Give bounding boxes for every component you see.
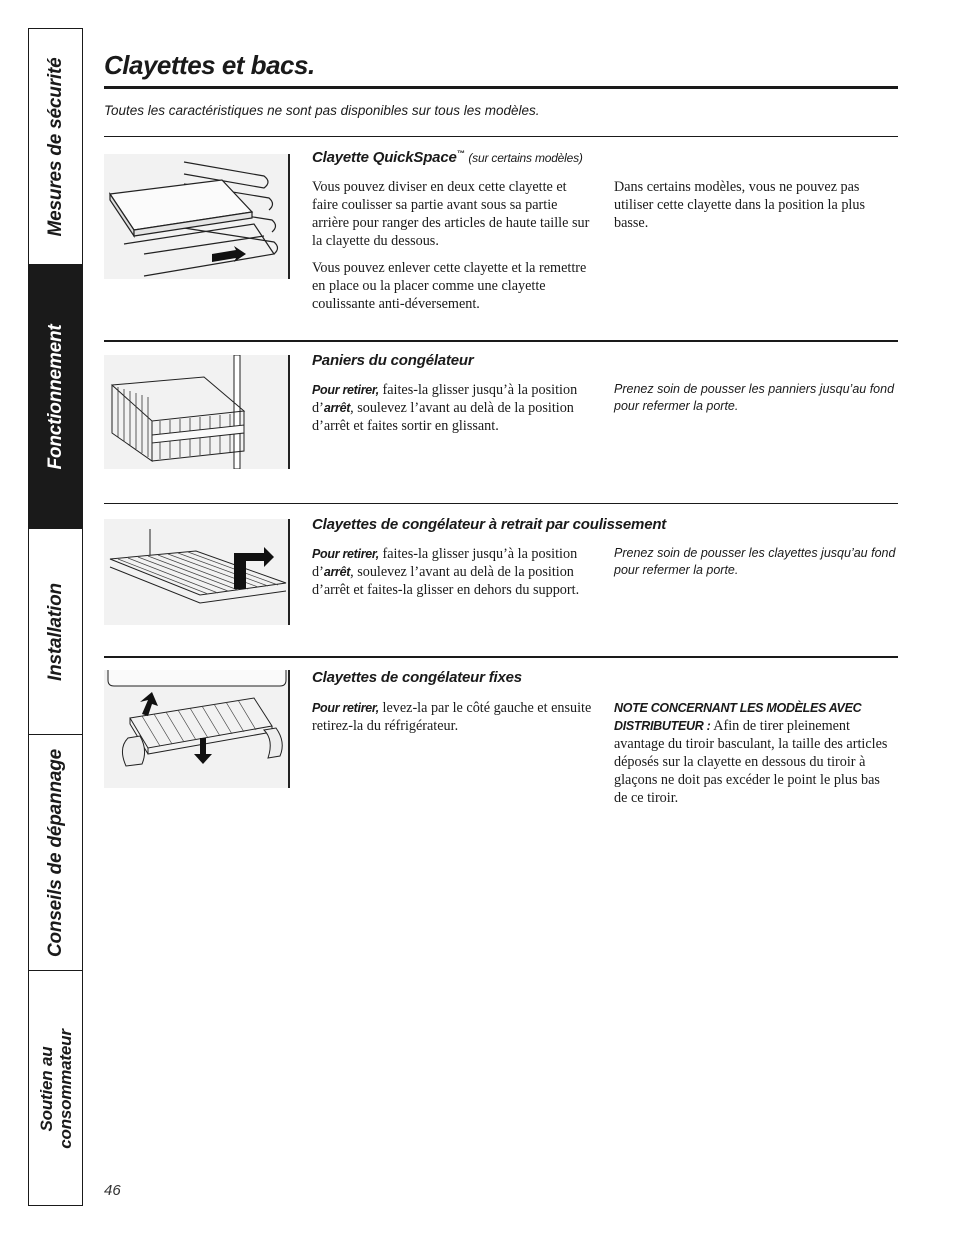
tab-fonctionnement[interactable] bbox=[29, 265, 82, 529]
quickspace-shelf-drawing bbox=[104, 154, 290, 279]
quickspace-right-text: Dans certains modèles, vous ne pouvez pas utiliser cette clayette dans la position la plus basse. bbox=[614, 179, 865, 231]
quickspace-subtitle: (sur certains modèles) bbox=[468, 151, 583, 165]
retrait-text-a: faites-la glisser jusqu’à la position d’ bbox=[312, 546, 578, 580]
retrait-lead: Pour retirer, bbox=[312, 547, 379, 561]
title-rule bbox=[104, 86, 898, 89]
retrait-heading: Clayettes de congélateur à retrait par coulissement bbox=[312, 516, 667, 533]
divider bbox=[104, 340, 898, 342]
fixes-note-lead: NOTE CONCERNANT LES MODÈLES AVEC DISTRIBUTEUR : bbox=[614, 701, 862, 733]
tab-label: Fonctionnement bbox=[44, 324, 66, 469]
retrait-instructions bbox=[312, 545, 592, 599]
fixes-note-text: Afin de tirer pleinement avantage du tiroir basculant, la taille des articles déposés sur la clayette en dessous du tiroir à glaçons ne doit pas excéder le point le plus bas de ce tiroir. bbox=[614, 718, 888, 806]
quickspace-heading bbox=[312, 149, 583, 166]
quickspace-shelf-illustration bbox=[104, 154, 290, 279]
fixes-note bbox=[614, 699, 896, 807]
fixes-heading: Clayettes de congélateur fixes bbox=[312, 669, 522, 686]
freezer-basket-illustration bbox=[104, 355, 290, 469]
quickspace-paragraph-1: Vous pouvez diviser en deux cette clayette et faire coulisser sa partie avant sous sa partie arrière pour ranger des articles de haute taille sur la clayette du dessous. bbox=[312, 179, 590, 249]
section-tabs bbox=[28, 28, 83, 1206]
fixes-right-column bbox=[614, 699, 896, 816]
paniers-right-note: Prenez soin de pousser les panniers jusqu’au fond pour refermer la porte. bbox=[614, 382, 895, 413]
paniers-text-a: faites-la glisser jusqu’à la position d’ bbox=[312, 382, 578, 416]
quickspace-title: Clayette QuickSpace bbox=[312, 149, 457, 166]
divider bbox=[104, 503, 898, 504]
tab-mesures-de-securite[interactable] bbox=[29, 29, 82, 265]
retrait-left-column bbox=[312, 545, 592, 608]
tab-conseils-de-depannage[interactable] bbox=[29, 735, 82, 971]
fixes-instructions bbox=[312, 699, 592, 735]
fixes-lead: Pour retirer, bbox=[312, 701, 379, 715]
quickspace-paragraph-2: Vous pouvez enlever cette clayette et la remettre en place ou la placer comme une clayette coulissante anti-déversement. bbox=[312, 260, 587, 312]
quickspace-right-column bbox=[614, 178, 896, 241]
fixed-shelf-drawing bbox=[104, 670, 290, 788]
paniers-lead: Pour retirer, bbox=[312, 383, 379, 397]
slide-out-shelf-illustration bbox=[104, 519, 290, 625]
paniers-text-b: , soulevez l’avant au delà de la position d’arrêt et faites sortir en glissant. bbox=[312, 400, 574, 434]
retrait-text-b: , soulevez l’avant au delà de la position d’arrêt et faites-la glisser en dehors du support. bbox=[312, 564, 580, 598]
tab-installation[interactable] bbox=[29, 529, 82, 735]
intro-text: Toutes les caractéristiques ne sont pas disponibles sur tous les modèles. bbox=[104, 103, 540, 118]
page-title: Clayettes et bacs. bbox=[104, 50, 315, 80]
slide-out-shelf-drawing bbox=[104, 519, 290, 625]
freezer-basket-drawing bbox=[104, 355, 290, 469]
paniers-left-column bbox=[312, 381, 592, 444]
fixed-shelf-illustration bbox=[104, 670, 290, 788]
retrait-right-note: Prenez soin de pousser les clayettes jusqu’au fond pour refermer la porte. bbox=[614, 546, 896, 577]
trademark-symbol: ™ bbox=[456, 149, 465, 158]
paniers-stop-word: arrêt bbox=[323, 401, 351, 415]
tab-soutien-au-consommateur[interactable] bbox=[29, 971, 82, 1207]
quickspace-left-column bbox=[312, 178, 592, 322]
tab-label: Conseils de dépannage bbox=[44, 748, 66, 957]
retrait-stop-word: arrêt bbox=[323, 565, 351, 579]
tab-label: Soutien au consommateur bbox=[36, 1029, 75, 1149]
divider bbox=[104, 136, 898, 137]
fixes-left-column bbox=[312, 699, 592, 744]
divider bbox=[104, 656, 898, 658]
fixes-text: levez-la par le côté gauche et ensuite retirez-la du réfrigérateur. bbox=[312, 700, 592, 734]
page-number: 46 bbox=[104, 1182, 121, 1199]
paniers-instructions bbox=[312, 381, 592, 435]
tab-label: Mesures de sécurité bbox=[44, 57, 66, 236]
tab-label: Installation bbox=[44, 582, 66, 681]
paniers-heading: Paniers du congélateur bbox=[312, 352, 474, 369]
